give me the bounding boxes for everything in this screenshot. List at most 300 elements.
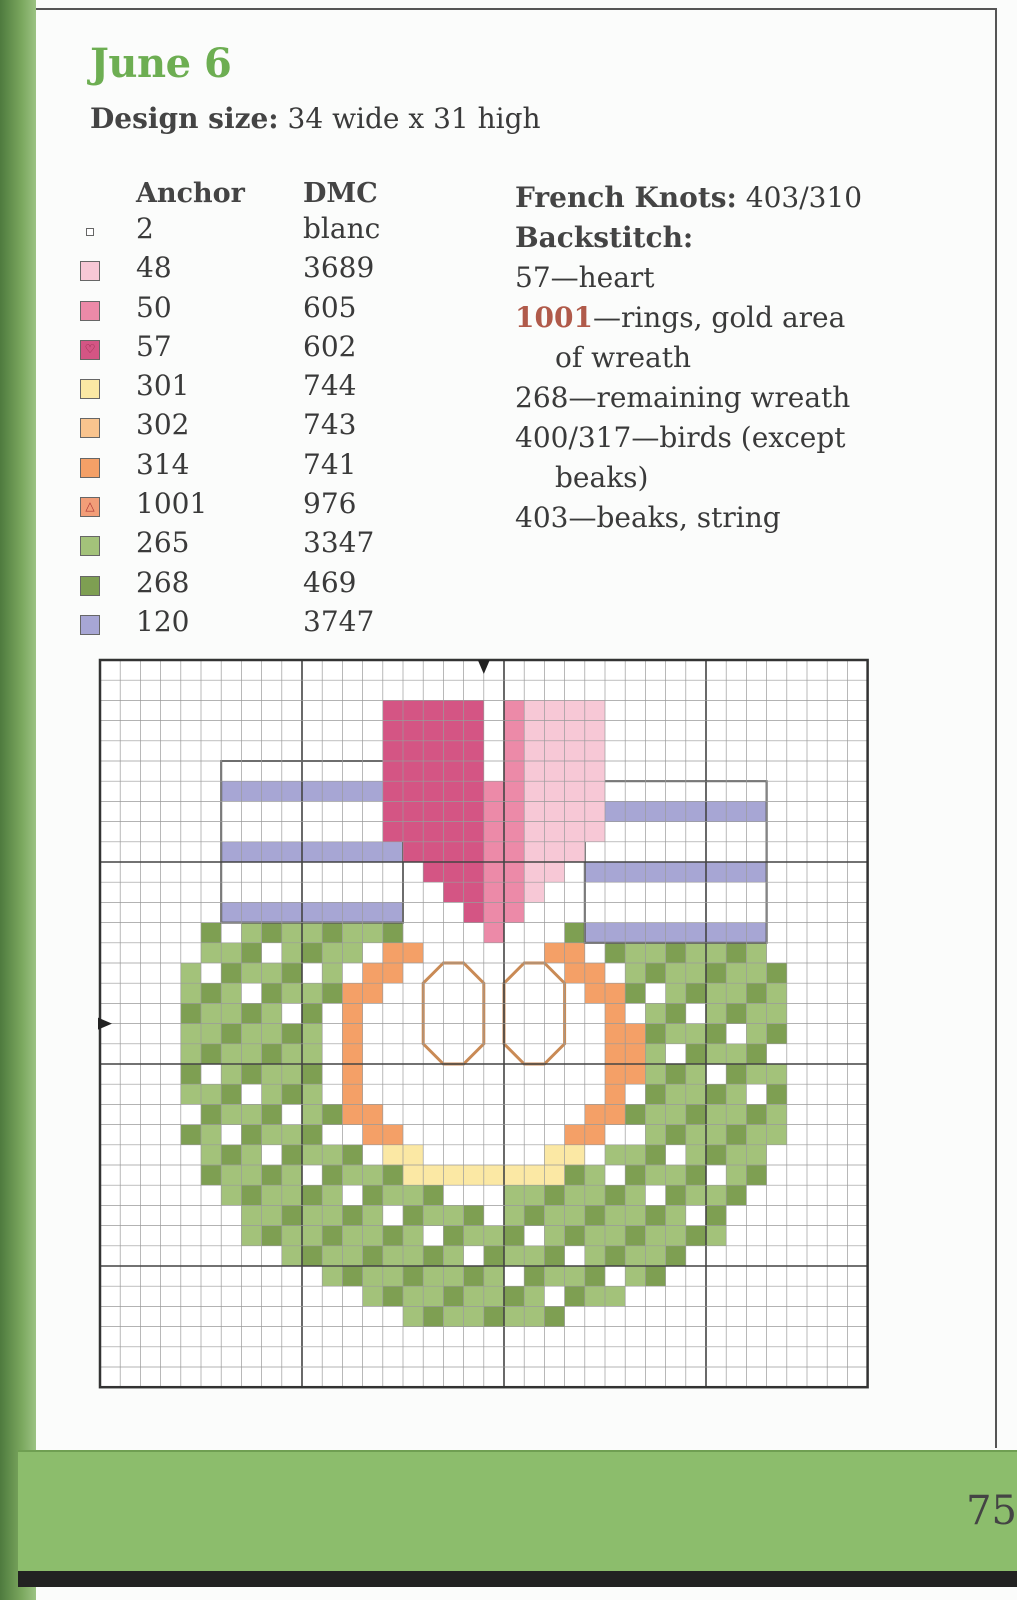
heart-stitch xyxy=(403,741,423,761)
right-bird-stitch xyxy=(666,822,686,842)
heart-stitch xyxy=(423,822,443,842)
wreath-stitch xyxy=(282,1104,302,1124)
wreath-stitch xyxy=(423,1306,443,1326)
heart-stitch xyxy=(443,862,463,882)
right-bird-stitch xyxy=(625,882,645,902)
heart-stitch xyxy=(464,862,484,882)
left-bird-stitch xyxy=(302,761,322,781)
gold-ring-stitch xyxy=(342,1044,362,1064)
right-bird-stitch xyxy=(625,781,645,801)
wreath-stitch xyxy=(201,923,221,943)
right-bird-stitch xyxy=(605,801,625,821)
wreath-stitch xyxy=(181,983,201,1003)
gold-ring-stitch xyxy=(363,1125,383,1145)
wreath-stitch xyxy=(403,1226,423,1246)
wreath-stitch xyxy=(241,963,261,983)
heart-stitch xyxy=(484,862,504,882)
wreath-stitch xyxy=(322,1185,342,1205)
heart-stitch xyxy=(544,822,564,842)
left-bird-stitch xyxy=(221,801,241,821)
heart-stitch xyxy=(423,842,443,862)
left-bird-stitch xyxy=(282,801,302,821)
wreath-stitch xyxy=(262,1044,282,1064)
wreath-stitch xyxy=(241,983,261,1003)
wreath-stitch xyxy=(484,1286,504,1306)
wreath-stitch xyxy=(524,1205,544,1225)
legend-row xyxy=(78,291,418,330)
wreath-stitch xyxy=(504,1286,524,1306)
legend-anchor: 120 xyxy=(136,604,190,638)
left-bird-stitch xyxy=(363,822,383,842)
wreath-stitch xyxy=(625,1165,645,1185)
french-knots-value: 403/310 xyxy=(745,181,863,214)
wreath-stitch xyxy=(342,1226,362,1246)
wreath-stitch xyxy=(342,1185,362,1205)
wreath-stitch xyxy=(645,983,665,1003)
wreath-stitch xyxy=(221,1185,241,1205)
legend-dmc: 469 xyxy=(303,565,357,599)
wreath-stitch xyxy=(221,1044,241,1064)
wreath-stitch xyxy=(565,1266,585,1286)
right-bird-stitch xyxy=(686,801,706,821)
heart-stitch xyxy=(464,700,484,720)
wreath-stitch xyxy=(504,1226,524,1246)
right-bird-stitch xyxy=(746,822,766,842)
wreath-stitch xyxy=(686,1044,706,1064)
right-bird-stitch xyxy=(726,842,746,862)
wreath-stitch xyxy=(241,923,261,943)
legend-anchor: 302 xyxy=(136,408,190,442)
legend-header xyxy=(78,178,418,212)
swatch-fill xyxy=(80,615,100,635)
right-bird-stitch xyxy=(585,862,605,882)
wreath-stitch xyxy=(484,1205,504,1225)
design-size-label: Design size: xyxy=(90,102,279,135)
heart-stitch xyxy=(484,882,504,902)
wreath-stitch xyxy=(262,1226,282,1246)
swatch-fill xyxy=(80,536,100,556)
heart-stitch xyxy=(484,822,504,842)
wreath-stitch xyxy=(262,1003,282,1023)
gold-ring-stitch xyxy=(585,963,605,983)
wreath-stitch xyxy=(706,1084,726,1104)
left-bird-stitch xyxy=(241,862,261,882)
heart-stitch xyxy=(524,741,544,761)
wreath-stitch xyxy=(221,1165,241,1185)
left-bird-stitch xyxy=(282,842,302,862)
wreath-stitch xyxy=(666,1044,686,1064)
wreath-stitch xyxy=(504,1306,524,1326)
wreath-stitch xyxy=(605,1205,625,1225)
wreath-stitch xyxy=(706,1044,726,1064)
wreath-stitch xyxy=(565,923,585,943)
wreath-stitch xyxy=(544,1226,564,1246)
legend-anchor: 268 xyxy=(136,565,190,599)
right-bird-stitch xyxy=(605,822,625,842)
heart-stitch xyxy=(423,801,443,821)
swatch-fill xyxy=(80,576,100,596)
gold-ring-stitch xyxy=(605,1084,625,1104)
gold-ring-stitch xyxy=(544,1145,564,1165)
left-bird-stitch xyxy=(322,862,342,882)
right-bird-stitch xyxy=(605,842,625,862)
wreath-stitch xyxy=(262,1205,282,1225)
wreath-stitch xyxy=(181,1064,201,1084)
heart-stitch xyxy=(504,741,524,761)
wreath-stitch xyxy=(605,1226,625,1246)
wreath-stitch xyxy=(302,1104,322,1124)
legend-anchor: 314 xyxy=(136,447,190,481)
wreath-stitch xyxy=(686,1024,706,1044)
right-bird-stitch xyxy=(706,781,726,801)
wreath-stitch xyxy=(645,1104,665,1124)
heart-stitch xyxy=(443,801,463,821)
wreath-stitch xyxy=(666,1185,686,1205)
gold-ring-stitch xyxy=(625,1044,645,1064)
left-bird-stitch xyxy=(302,862,322,882)
heart-stitch xyxy=(524,721,544,741)
heart-stitch xyxy=(585,700,605,720)
heart-stitch xyxy=(544,721,564,741)
wreath-stitch xyxy=(241,1024,261,1044)
heart-stitch xyxy=(464,761,484,781)
wreath-stitch xyxy=(302,1205,322,1225)
wreath-stitch xyxy=(423,1226,443,1246)
wreath-stitch xyxy=(302,1145,322,1165)
heart-stitch xyxy=(423,741,443,761)
legend-header-anchor: Anchor xyxy=(136,178,245,209)
page-footer xyxy=(18,1450,1017,1587)
wreath-stitch xyxy=(706,983,726,1003)
wreath-stitch xyxy=(241,1205,261,1225)
wreath-stitch xyxy=(565,1205,585,1225)
wreath-stitch xyxy=(605,1246,625,1266)
left-bird-stitch xyxy=(262,902,282,922)
heart-stitch xyxy=(585,721,605,741)
legend-dmc: 602 xyxy=(303,329,357,363)
wreath-stitch xyxy=(746,983,766,1003)
wreath-stitch xyxy=(645,1185,665,1205)
wreath-stitch xyxy=(605,943,625,963)
wreath-stitch xyxy=(342,1145,362,1165)
right-bird-stitch xyxy=(706,862,726,882)
right-bird-stitch xyxy=(746,801,766,821)
swatch-fill xyxy=(80,379,100,399)
page-title: June 6 xyxy=(90,40,232,87)
heart-stitch xyxy=(383,700,403,720)
wreath-stitch xyxy=(686,983,706,1003)
right-bird-stitch xyxy=(605,902,625,922)
wreath-stitch xyxy=(423,1205,443,1225)
wreath-stitch xyxy=(464,1306,484,1326)
wreath-stitch xyxy=(484,1226,504,1246)
right-bird-stitch xyxy=(686,902,706,922)
left-bird-stitch xyxy=(221,842,241,862)
wreath-stitch xyxy=(403,1306,423,1326)
gold-ring-stitch xyxy=(565,943,585,963)
legend-dmc: 3347 xyxy=(303,526,375,560)
wreath-stitch xyxy=(282,1044,302,1064)
wreath-stitch xyxy=(383,1165,403,1185)
wreath-stitch xyxy=(625,983,645,1003)
gold-ring-stitch xyxy=(625,1064,645,1084)
right-bird-stitch xyxy=(645,842,665,862)
wreath-stitch xyxy=(282,1145,302,1165)
wreath-stitch xyxy=(746,963,766,983)
wreath-stitch xyxy=(645,1145,665,1165)
right-bird-stitch xyxy=(746,781,766,801)
wreath-stitch xyxy=(221,1003,241,1023)
right-bird-stitch xyxy=(706,822,726,842)
wreath-stitch xyxy=(181,963,201,983)
heart-stitch xyxy=(565,822,585,842)
wreath-stitch xyxy=(383,1266,403,1286)
wreath-stitch xyxy=(544,1266,564,1286)
heart-stitch xyxy=(484,842,504,862)
left-bird-stitch xyxy=(241,842,261,862)
left-bird-stitch xyxy=(322,761,342,781)
wreath-stitch xyxy=(262,1064,282,1084)
wreath-stitch xyxy=(706,1024,726,1044)
wreath-stitch xyxy=(322,1104,342,1124)
wreath-stitch xyxy=(585,1266,605,1286)
wreath-stitch xyxy=(726,1084,746,1104)
heart-stitch xyxy=(544,801,564,821)
heart-stitch xyxy=(544,741,564,761)
heart-stitch xyxy=(403,700,423,720)
wreath-stitch xyxy=(262,1145,282,1165)
legend-dmc: 743 xyxy=(303,408,357,442)
left-bird-stitch xyxy=(383,882,403,902)
heart-stitch xyxy=(403,761,423,781)
right-bird-stitch xyxy=(585,842,605,862)
wreath-stitch xyxy=(403,1205,423,1225)
wreath-stitch xyxy=(282,963,302,983)
wreath-stitch xyxy=(706,943,726,963)
right-bird-stitch xyxy=(686,822,706,842)
heart-stitch xyxy=(524,842,544,862)
french-knots-label: French Knots: xyxy=(515,181,737,214)
swatch-fill xyxy=(80,261,100,281)
wreath-stitch xyxy=(443,1266,463,1286)
wreath-stitch xyxy=(322,963,342,983)
wreath-stitch xyxy=(302,983,322,1003)
gold-ring-stitch xyxy=(342,1084,362,1104)
wreath-stitch xyxy=(746,1145,766,1165)
heart-stitch xyxy=(504,761,524,781)
left-bird-stitch xyxy=(302,842,322,862)
backstitch-rings-cont: of wreath xyxy=(555,341,692,374)
heart-stitch xyxy=(484,781,504,801)
top-rule xyxy=(36,8,997,10)
wreath-stitch xyxy=(201,1125,221,1145)
wreath-stitch xyxy=(524,1185,544,1205)
left-bird-stitch xyxy=(241,761,261,781)
right-bird-stitch xyxy=(645,781,665,801)
wreath-stitch xyxy=(181,1125,201,1145)
wreath-stitch xyxy=(241,1145,261,1165)
wreath-stitch xyxy=(726,1024,746,1044)
wreath-stitch xyxy=(767,963,787,983)
wreath-stitch xyxy=(241,943,261,963)
heart-stitch xyxy=(464,882,484,902)
left-bird-stitch xyxy=(262,862,282,882)
wreath-stitch xyxy=(322,1165,342,1185)
heart-stitch xyxy=(443,700,463,720)
wreath-stitch xyxy=(282,1226,302,1246)
gold-ring-stitch xyxy=(403,1145,423,1165)
right-bird-stitch xyxy=(746,902,766,922)
heart-stitch xyxy=(403,801,423,821)
left-bird-stitch xyxy=(221,902,241,922)
wreath-stitch xyxy=(686,1104,706,1124)
left-bird-stitch xyxy=(322,842,342,862)
legend-dmc: 605 xyxy=(303,290,357,324)
wreath-stitch xyxy=(342,1266,362,1286)
left-bird-stitch xyxy=(322,902,342,922)
wreath-stitch xyxy=(726,1003,746,1023)
heart-stitch xyxy=(464,822,484,842)
wreath-stitch xyxy=(686,1064,706,1084)
left-bird-stitch xyxy=(282,822,302,842)
left-bird-stitch xyxy=(262,842,282,862)
gold-ring-stitch xyxy=(605,983,625,1003)
wreath-stitch xyxy=(262,1084,282,1104)
heart-stitch xyxy=(403,822,423,842)
wreath-stitch xyxy=(262,1104,282,1124)
left-bird-stitch xyxy=(342,822,362,842)
wreath-stitch xyxy=(746,1044,766,1064)
wreath-stitch xyxy=(625,1205,645,1225)
heart-stitch xyxy=(504,721,524,741)
gold-ring-stitch xyxy=(605,1104,625,1124)
wreath-stitch xyxy=(302,1226,322,1246)
wreath-stitch xyxy=(262,1125,282,1145)
wreath-stitch xyxy=(565,1185,585,1205)
gold-ring-stitch xyxy=(565,963,585,983)
right-bird-stitch xyxy=(686,862,706,882)
wreath-stitch xyxy=(342,1286,362,1306)
wreath-stitch xyxy=(726,1044,746,1064)
wreath-stitch xyxy=(342,923,362,943)
wreath-stitch xyxy=(322,943,342,963)
gold-ring-stitch xyxy=(423,1165,443,1185)
wreath-stitch xyxy=(383,1246,403,1266)
left-bird-stitch xyxy=(302,882,322,902)
wreath-stitch xyxy=(565,1226,585,1246)
gold-ring-stitch xyxy=(585,1104,605,1124)
wreath-stitch xyxy=(282,1205,302,1225)
heart-stitch xyxy=(544,761,564,781)
wreath-stitch xyxy=(666,1165,686,1185)
heart-stitch xyxy=(585,822,605,842)
heart-stitch xyxy=(403,781,423,801)
wreath-stitch xyxy=(181,1084,201,1104)
wreath-stitch xyxy=(262,963,282,983)
right-bird-stitch xyxy=(666,842,686,862)
wreath-stitch xyxy=(585,1205,605,1225)
left-bird-stitch xyxy=(241,801,261,821)
wreath-stitch xyxy=(221,1104,241,1124)
wreath-stitch xyxy=(403,1286,423,1306)
right-bird-stitch xyxy=(625,801,645,821)
wreath-stitch xyxy=(302,1024,322,1044)
wreath-stitch xyxy=(241,1064,261,1084)
right-bird-stitch xyxy=(666,781,686,801)
left-bird-stitch xyxy=(342,842,362,862)
wreath-stitch xyxy=(302,1064,322,1084)
heart-stitch xyxy=(524,801,544,821)
heart-stitch xyxy=(544,781,564,801)
heart-stitch xyxy=(504,862,524,882)
wreath-stitch xyxy=(645,963,665,983)
wreath-stitch xyxy=(322,1266,342,1286)
wreath-stitch xyxy=(302,1266,322,1286)
wreath-stitch xyxy=(241,1226,261,1246)
wreath-stitch xyxy=(282,983,302,1003)
heart-stitch xyxy=(524,781,544,801)
gold-ring-stitch xyxy=(342,1064,362,1084)
wreath-stitch xyxy=(201,963,221,983)
wreath-stitch xyxy=(262,923,282,943)
wreath-stitch xyxy=(201,1024,221,1044)
wreath-stitch xyxy=(262,1024,282,1044)
heart-stitch xyxy=(403,842,423,862)
wreath-stitch xyxy=(544,1205,564,1225)
wreath-stitch xyxy=(726,1165,746,1185)
wreath-stitch xyxy=(625,1145,645,1165)
swatch-square-small xyxy=(86,228,94,236)
wreath-stitch xyxy=(504,1266,524,1286)
gold-ring-stitch xyxy=(625,1024,645,1044)
wreath-stitch xyxy=(383,923,403,943)
wreath-stitch xyxy=(625,963,645,983)
heart-stitch xyxy=(423,721,443,741)
stitch-notes xyxy=(515,178,935,538)
backstitch-birds: 400/317—birds (except xyxy=(515,421,846,454)
wreath-stitch xyxy=(666,983,686,1003)
legend-anchor: 301 xyxy=(136,369,190,403)
left-bird-stitch xyxy=(262,822,282,842)
wreath-stitch xyxy=(686,1185,706,1205)
wreath-stitch xyxy=(484,1306,504,1326)
gold-ring-stitch xyxy=(464,1165,484,1185)
left-bird-stitch xyxy=(322,822,342,842)
gold-ring-stitch xyxy=(342,1104,362,1124)
backstitch-rings-text: —rings, gold area xyxy=(592,301,846,334)
wreath-stitch xyxy=(706,1205,726,1225)
heart-stitch xyxy=(484,902,504,922)
wreath-stitch xyxy=(686,1165,706,1185)
heart-stitch xyxy=(464,741,484,761)
wreath-stitch xyxy=(645,1266,665,1286)
wreath-stitch xyxy=(565,1246,585,1266)
left-bird-stitch xyxy=(342,761,362,781)
wreath-stitch xyxy=(383,1205,403,1225)
wreath-stitch xyxy=(666,1104,686,1124)
legend-row xyxy=(78,369,418,408)
right-bird-stitch xyxy=(625,902,645,922)
wreath-stitch xyxy=(403,1185,423,1205)
legend-row xyxy=(78,251,418,290)
wreath-stitch xyxy=(403,1266,423,1286)
right-bird-stitch xyxy=(746,842,766,862)
heart-stitch xyxy=(524,862,544,882)
heart-stitch xyxy=(585,801,605,821)
left-bird-stitch xyxy=(383,902,403,922)
heart-stitch xyxy=(585,761,605,781)
legend-anchor: 57 xyxy=(136,329,172,363)
